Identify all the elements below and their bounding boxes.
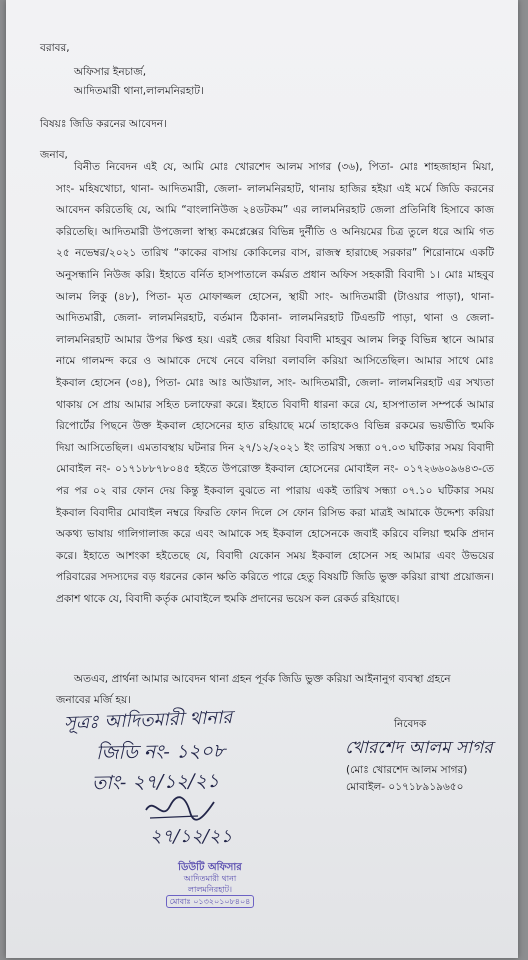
applicant-mobile: মোবাইল- ০১৭১৮৯১৯৬৫০: [346, 781, 464, 793]
body-line: অকথ্য ভাষায় গালিগালাজ করে এবং আমাকে সহ ইকবাল হোসেনকে জবাই করিবে বলিয়া হুমকি প্রদান: [56, 528, 494, 540]
applicant-signature: খোরশেদ আলম সাগর: [345, 738, 493, 758]
body-line: প্রকাশ থাকে যে, বিবাদী কর্তৃক মোবাইলে হুমকি প্রদানের ভয়েস কল রেকর্ড রহিয়াছে।: [56, 593, 400, 605]
body-line: লালমনিরহাট আমার উপর ক্ষিপ্ত হয়। এরই জের ধরিয়া বিবাদী মাহবুব আলম লিকু বিভিন্ন স্থানে আমার: [56, 334, 494, 346]
subject-line: বিষয়ঃ জিডি করনের আবেদন।: [40, 118, 167, 130]
document-page: [6, 0, 518, 958]
body-line: অনুসন্ধানি নিউজ করি। ইহাতে বর্নিত হাসপাতালে কর্মরত প্রধান অফিস সহকারী বিবাদী ১। মোঃ মাহবুব: [56, 269, 494, 281]
seal-phone: মোবাঃ ০১৩২০১০৮৪০৪: [166, 895, 255, 908]
recipient-title: অফিসার ইনচার্জ,: [74, 66, 147, 78]
body-line: করে। ইহাতে আশংকা হইতেছে যে, বিবাদী যেকোন সময় ইকবাল হোসেন সহ আমার এবং উভয়ের: [56, 550, 494, 562]
recipient-office: আদিতমারী থানা,লালমনিরহাট।: [74, 85, 204, 97]
body-line: নামে গালমন্দ করে ও আমাকে দেখে নেবে বলিয়া বলাবলি করিয়া আসিতেছিল। আমার সাথে মোঃ: [56, 355, 494, 367]
seal-district: লালমনিরহাট।: [188, 885, 232, 894]
body-line: মোবাইল নং- ০১৭১৮৮৭৮০৪৫ হইতে উপরোক্ত ইকবাল হোসেনের মোবাইল নং- ০১৭২৬৬০৯৬৪৩-তে: [56, 463, 494, 475]
body-line: রিপোর্টের পিছনে উক্ত ইকবাল হোসেনের হাত রহিয়াছে মর্মে তাহাকেও বিভিন্ন রকমের ভয়ভীতি হুমকি: [56, 420, 494, 432]
seal-station: আদিতমারী থানা: [183, 874, 237, 883]
duty-officer-seal: [150, 862, 270, 906]
body-line: দিয়া আসিতেছিল। এমতাবস্থায় ঘটনার দিন ২৭/১২/২০২১ ইং তারিখ সন্ধ্যা ০৭.০৩ ঘটিকার সময় বিবাদী: [56, 442, 494, 454]
body-line: ইকবাল হোসেন (৩৪), পিতা- মোঃ আঃ আউয়াল, সাং- আদিতমারী, জেলা- লালমনিরহাট এর সখ্যতা: [56, 377, 494, 389]
body-line: আলম লিকু (৪৮), পিতা- মৃত মোফাজ্জল হোসেন, স্থায়ী সাং- আদিতমারী (টাওয়ার পাড়া), থানা-: [56, 291, 494, 303]
address-to: বরাবর,: [40, 42, 70, 54]
body-line: ইকবাল বিবাদীর মোবাইল নম্বরে ফিরতি ফোন দিলে সে ফোন রিসিভ করা মাত্রই আমাকে উদ্দেশ্য করিয়া: [56, 507, 494, 519]
body-line: করিতেছি। আদিতমারী উপজেলা স্বাস্থ্য কমপ্লেক্সের বিভিন্ন দুর্নীতি ও অনিয়মের চিত্র তুলে ধরে আমি গত: [56, 226, 494, 238]
body-line: আদিতমারী, জেলা- লালমনিরহাট, বর্তমান ঠিকানা- লালমনিরহাট টিএন্ডটি পাড়া, থানা ও জেলা-: [56, 312, 494, 324]
seal-title: ডিউটি অফিসার: [178, 862, 242, 873]
handwritten-date: তাং- ২৭/১২/২১: [91, 769, 220, 795]
handwritten-gd-number: জিডি নং- ১২০৮: [95, 739, 226, 765]
applicant-name: (মোঃ খোরশেদ আলম সাগর): [346, 764, 468, 776]
closing-line-1: অতএব, প্রার্থনা আমার আবেদন থানা গ্রহন পূর্বক জিডি ভুক্ত করিয়া আইনানুগ ব্যবস্থা গ্রহনে: [74, 673, 451, 685]
closing-line-2: জনাবের মর্জি হয়।: [56, 694, 131, 706]
applicant-label: নিবেদক: [394, 718, 427, 730]
handwritten-sign-date: ২৭/১২/২১: [150, 826, 233, 847]
body-line: আবেদন করিতেছি যে, আমি “বাংলানিউজ ২৪ডটকম” এর লালমনিরহাট জেলা প্রতিনিধি হিসাবে কাজ: [56, 204, 494, 216]
body-line: পর পর ০২ বার ফোন দেয় কিন্তু ইকবাল বুঝতে না পারায় একই তারিখ সন্ধ্যা ০৭.১০ ঘটিকার সময়: [56, 485, 494, 497]
body-line: বিনীত নিবেদন এই যে, আমি মোঃ খোরশেদ আলম সাগর (৩৬), পিতা- মোঃ শাহজাহান মিয়া,: [74, 161, 494, 173]
body-line: সাং- মহিষখোচা, থানা- আদিতমারী, জেলা- লালমনিরহাট, থানায় হাজির হইয়া এই মর্মে জিডি করনের: [56, 183, 494, 195]
body-line: পরিবারের সদস্যদের বড় ধরনের কোন ক্ষতি করিতে পারে হেতু বিষয়টি জিডি ভুক্ত করিয়া রাখা প্রয়োজন।: [56, 571, 494, 583]
body-line: থাকায় সে প্রায় আমার সহিত চলাফেরা করে। ইহাতে বিবাদী ধারনা করে যে, হাসপাতাল সম্পর্কে আমার: [56, 399, 494, 411]
salutation: জনাব,: [40, 149, 68, 161]
body-line: ২৫ নভেম্বর/২০২১ তারিখ “কাকের বাসায় কোকিলের বাস, রাজস্ব হারাচ্ছে সরকার” শিরোনামে একটি: [56, 247, 494, 259]
officer-signature: [140, 792, 220, 824]
handwritten-reference: সূত্রঃ আদিতমারী থানার: [63, 707, 233, 734]
